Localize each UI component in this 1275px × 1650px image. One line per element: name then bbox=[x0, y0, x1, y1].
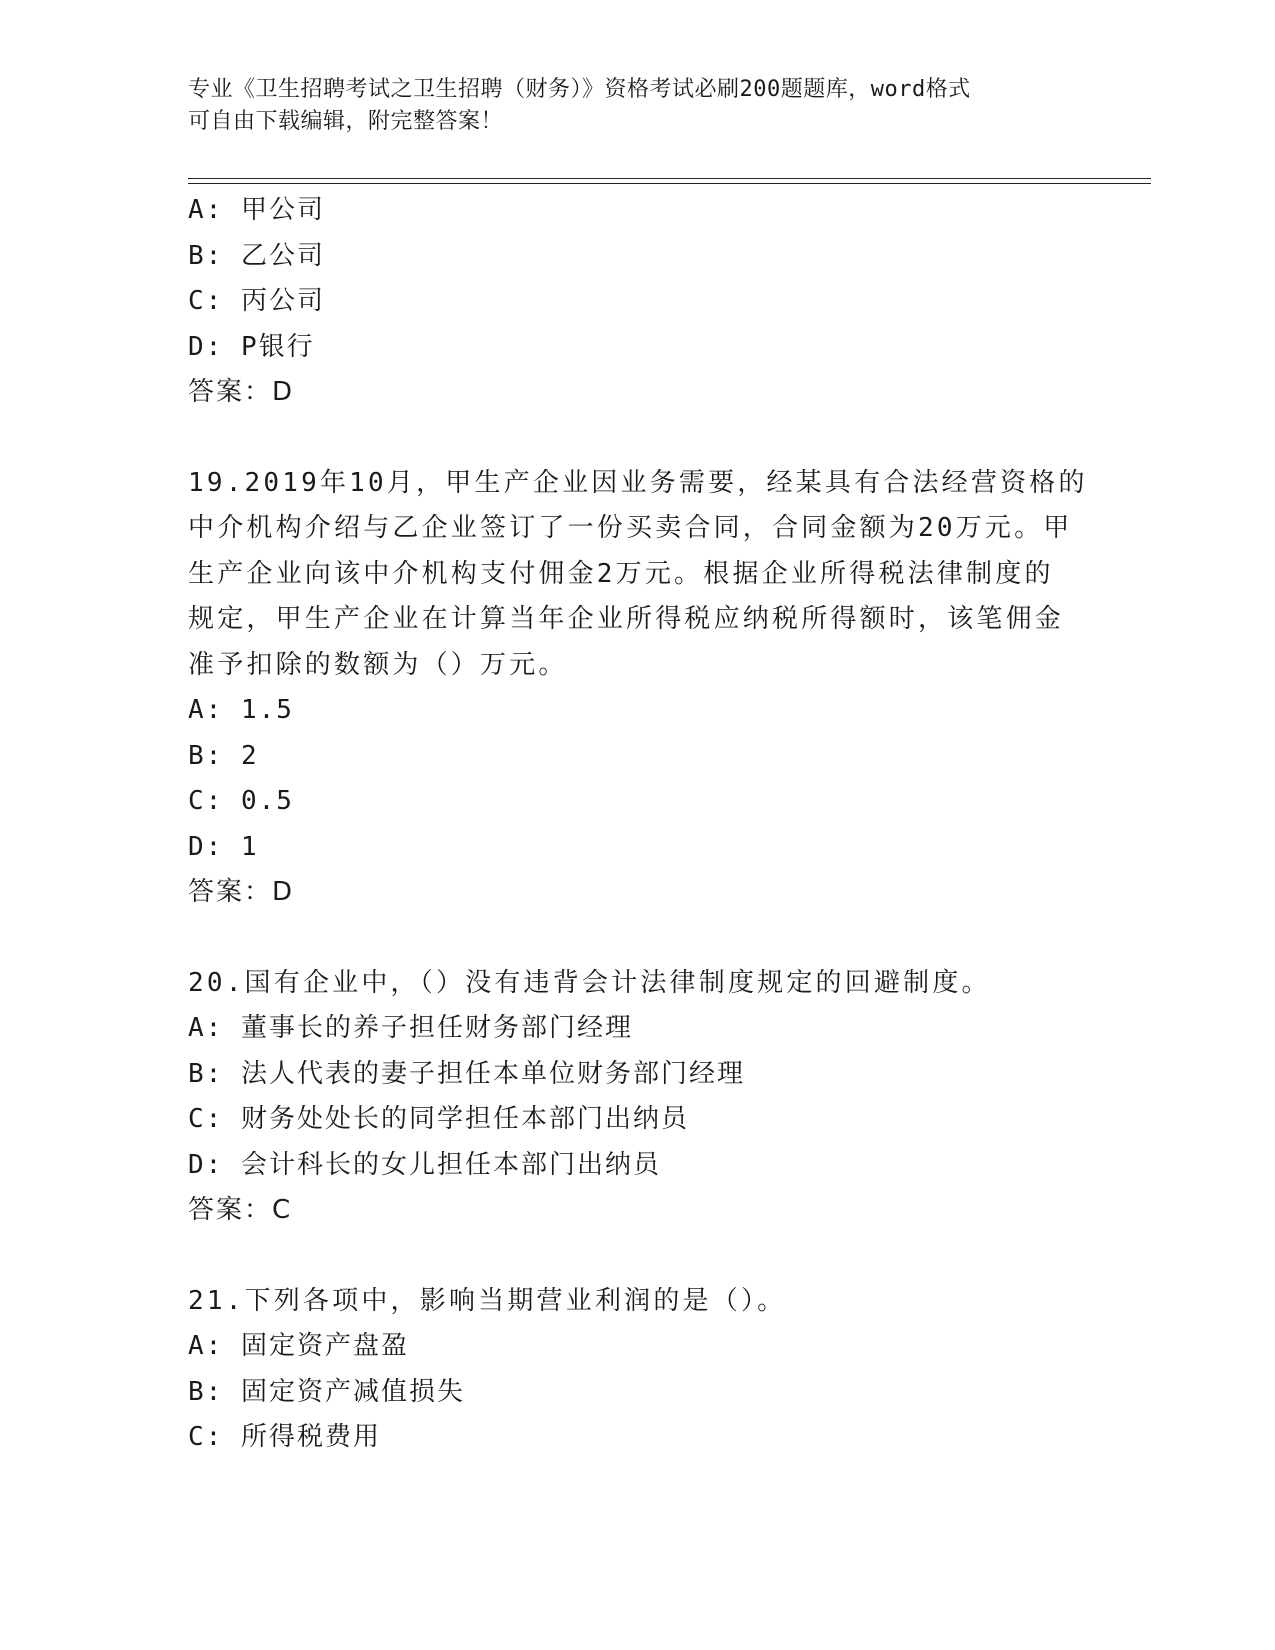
spacer bbox=[188, 1234, 1088, 1279]
question-text-line: 规定，甲生产企业在计算当年企业所得税应纳税所得额时，该笔佣金 bbox=[188, 604, 1065, 634]
header-line-2: 可自由下载编辑，附完整答案！ bbox=[188, 109, 504, 134]
answer: 答案：C bbox=[188, 1195, 293, 1225]
option-b: B: 2 bbox=[188, 740, 259, 771]
question-20 bbox=[188, 961, 1088, 1234]
option-b: B: 乙公司 bbox=[188, 240, 325, 271]
answer: 答案：D bbox=[188, 877, 295, 907]
option-c: C: 0.5 bbox=[188, 786, 294, 816]
question-text-line: 21.下列各项中，影响当期营业利润的是（）。 bbox=[188, 1285, 787, 1316]
option-d: D: P银行 bbox=[188, 331, 315, 362]
spacer bbox=[188, 916, 1088, 961]
option-c: C: 所得税费用 bbox=[188, 1422, 381, 1452]
document-header bbox=[188, 74, 1068, 138]
question-text bbox=[188, 461, 1088, 689]
question-21 bbox=[188, 1279, 1088, 1461]
question-text-line: 中介机构介绍与乙企业签订了一份买卖合同，合同金额为20万元。甲 bbox=[188, 513, 1073, 543]
option-a: A: 1.5 bbox=[188, 695, 294, 725]
question-text bbox=[188, 961, 1088, 1007]
question-18 bbox=[188, 188, 1088, 416]
option-a: A: 固定资产盘盈 bbox=[188, 1331, 409, 1361]
question-text bbox=[188, 1279, 1088, 1325]
question-text-line: 20.国有企业中，（）没有违背会计法律制度规定的回避制度。 bbox=[188, 967, 991, 998]
option-b: B: 固定资产减值损失 bbox=[188, 1376, 465, 1407]
question-text-line: 准予扣除的数额为（）万元。 bbox=[188, 649, 568, 680]
option-c: C: 财务处处长的同学担任本部门出纳员 bbox=[188, 1104, 689, 1134]
question-text-line: 生产企业向该中介机构支付佣金2万元。根据企业所得税法律制度的 bbox=[188, 558, 1054, 589]
option-d: D: 1 bbox=[188, 831, 259, 862]
question-text-line: 19.2019年10月，甲生产企业因业务需要，经某具有合法经营资格的 bbox=[188, 467, 1088, 498]
answer: 答案：D bbox=[188, 377, 295, 407]
spacer bbox=[188, 416, 1088, 461]
question-19 bbox=[188, 461, 1088, 916]
option-a: A: 甲公司 bbox=[188, 195, 325, 225]
option-c: C: 丙公司 bbox=[188, 286, 325, 316]
option-b: B: 法人代表的妻子担任本单位财务部门经理 bbox=[188, 1058, 745, 1089]
header-double-rule bbox=[188, 178, 1151, 184]
option-a: A: 董事长的养子担任财务部门经理 bbox=[188, 1013, 633, 1043]
header-line-1: 专业《卫生招聘考试之卫生招聘（财务）》资格考试必刷200题题库，word格式 bbox=[188, 77, 971, 102]
option-d: D: 会计科长的女儿担任本部门出纳员 bbox=[188, 1149, 661, 1180]
question-list bbox=[188, 188, 1088, 1461]
